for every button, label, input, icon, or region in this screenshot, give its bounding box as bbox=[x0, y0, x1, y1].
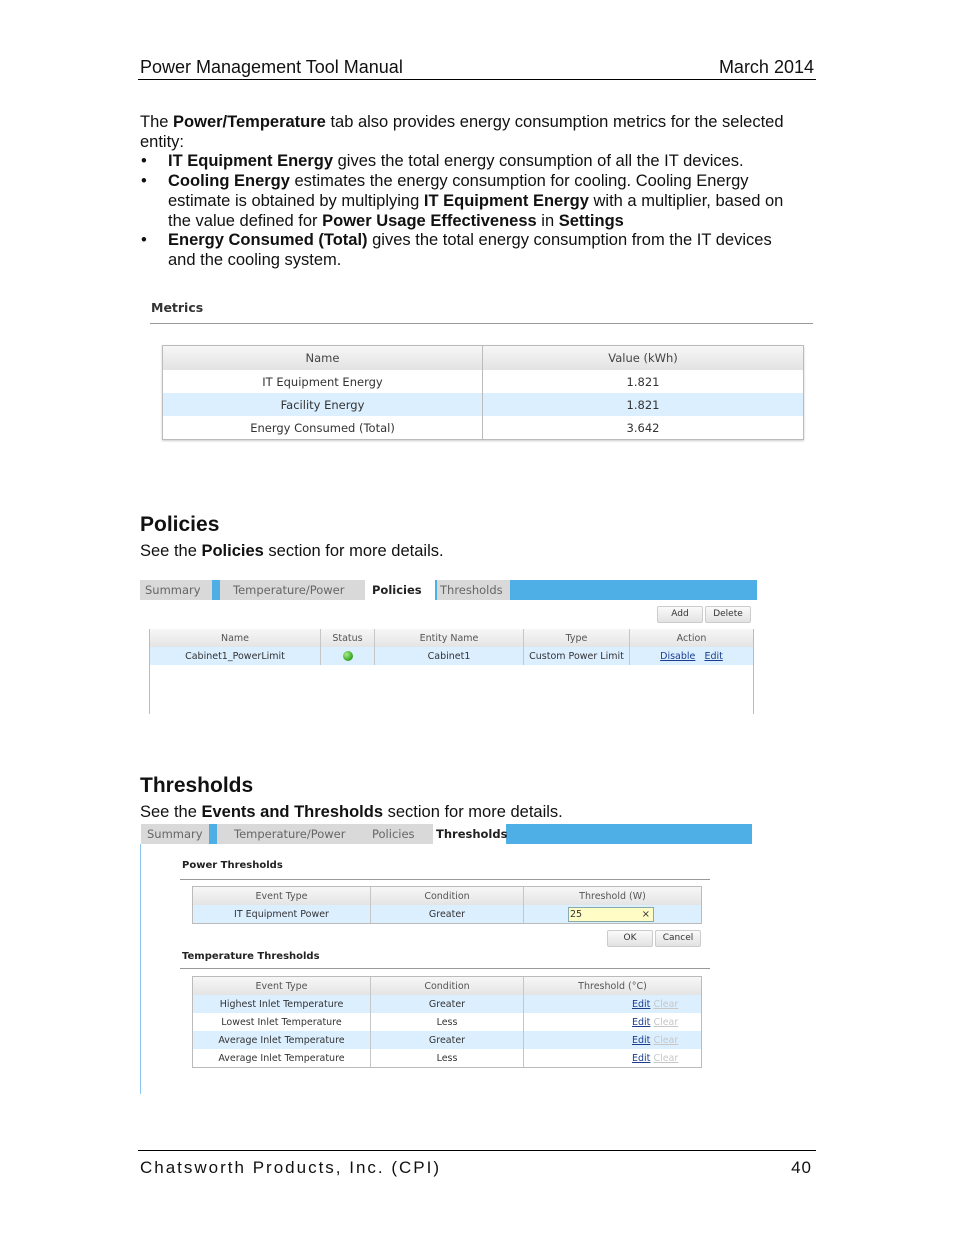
tab-thresholds[interactable]: Thresholds bbox=[437, 580, 510, 600]
clear-link[interactable]: Clear bbox=[653, 1016, 679, 1028]
metrics-table bbox=[163, 346, 803, 439]
clear-link[interactable]: Clear bbox=[653, 1034, 679, 1046]
status-ok-icon bbox=[343, 651, 353, 661]
bullet-it-equipment-energy: IT Equipment Energy gives the total energy consumption of all the IT devices. bbox=[168, 152, 744, 170]
metric-value: 1.821 bbox=[626, 374, 660, 389]
disable-link[interactable]: Disable bbox=[660, 650, 696, 662]
metric-value: 1.821 bbox=[483, 393, 804, 416]
policies-header-entity: Entity Name bbox=[375, 629, 524, 647]
temp-action-cell bbox=[524, 1013, 702, 1031]
power-header-event: Event Type bbox=[193, 887, 371, 905]
metric-name: Energy Consumed (Total) bbox=[163, 416, 483, 439]
document-title: Power Management Tool Manual bbox=[140, 57, 403, 77]
intro-paragraph: The Power/Temperature tab also provides energy consumption metrics for the selected entity: bbox=[140, 113, 784, 151]
tab-temperature-power[interactable]: Temperature/Power bbox=[220, 580, 373, 600]
temp-event: Average Inlet Temperature bbox=[193, 1031, 371, 1049]
table-row[interactable] bbox=[150, 647, 753, 665]
policies-heading: Policies bbox=[140, 513, 220, 536]
temp-action-cell bbox=[524, 1049, 702, 1067]
delete-button[interactable]: Delete bbox=[705, 606, 751, 623]
table-row bbox=[163, 416, 803, 439]
clear-link[interactable]: Clear bbox=[653, 998, 679, 1010]
tab-summary[interactable]: Summary bbox=[141, 824, 209, 844]
temperature-thresholds-table-wrap bbox=[192, 976, 702, 1068]
policies-header-status: Status bbox=[321, 629, 375, 647]
add-button[interactable]: Add bbox=[657, 606, 703, 623]
clear-input-icon[interactable]: × bbox=[641, 908, 650, 920]
policy-type: Custom Power Limit bbox=[524, 647, 630, 665]
footer-rule bbox=[138, 1150, 816, 1151]
temp-header-condition: Condition bbox=[371, 977, 524, 995]
metric-value: 3.642 bbox=[626, 420, 660, 435]
power-event: IT Equipment Power bbox=[193, 905, 371, 923]
power-thresholds-title: Power Thresholds bbox=[182, 860, 283, 871]
ok-button[interactable]: OK bbox=[607, 930, 653, 947]
edit-link[interactable]: Edit bbox=[632, 1016, 651, 1028]
edit-link[interactable]: Edit bbox=[632, 998, 651, 1010]
edit-link[interactable]: Edit bbox=[704, 650, 723, 662]
policies-table bbox=[150, 629, 753, 665]
metrics-title: Metrics bbox=[151, 300, 204, 315]
edit-link[interactable]: Edit bbox=[632, 1052, 651, 1064]
table-row bbox=[193, 1031, 701, 1049]
metrics-header-value: Value (kWh) bbox=[483, 346, 804, 370]
temp-event: Highest Inlet Temperature bbox=[193, 995, 371, 1013]
metrics-divider bbox=[150, 323, 813, 324]
policies-tab-bar bbox=[140, 580, 757, 600]
bullet-marker: • bbox=[141, 231, 147, 249]
temp-action-cell bbox=[524, 1031, 702, 1049]
tab-summary[interactable]: Summary bbox=[140, 580, 212, 600]
page-number: 40 bbox=[791, 1158, 812, 1177]
table-row bbox=[193, 1049, 701, 1067]
cancel-button[interactable]: Cancel bbox=[655, 930, 701, 947]
temp-event: Lowest Inlet Temperature bbox=[193, 1013, 371, 1031]
table-row bbox=[193, 995, 701, 1013]
thresholds-text: See the Events and Thresholds section for more details. bbox=[140, 803, 563, 821]
policies-table-wrap bbox=[149, 629, 754, 714]
temp-header-event: Event Type bbox=[193, 977, 371, 995]
power-thresholds-divider bbox=[180, 879, 710, 880]
thresholds-heading: Thresholds bbox=[140, 774, 254, 797]
temperature-thresholds-divider bbox=[180, 968, 710, 969]
policies-header-name: Name bbox=[150, 629, 321, 647]
power-condition: Greater bbox=[371, 905, 524, 923]
table-row bbox=[163, 370, 803, 393]
metric-name: IT Equipment Energy bbox=[163, 370, 483, 393]
policies-header-type: Type bbox=[524, 629, 630, 647]
table-row bbox=[193, 905, 701, 923]
temp-condition: Greater bbox=[371, 995, 524, 1013]
temperature-thresholds-table bbox=[193, 977, 701, 1067]
threshold-input-cell bbox=[524, 905, 702, 923]
temp-event: Average Inlet Temperature bbox=[193, 1049, 371, 1067]
bullet-energy-consumed: Energy Consumed (Total) gives the total energy consumption from the IT devices and the cooling system. bbox=[168, 231, 772, 269]
policy-entity: Cabinet1 bbox=[375, 647, 524, 665]
tab-policies[interactable]: Policies bbox=[363, 824, 436, 844]
power-thresholds-table bbox=[193, 887, 701, 923]
footer-company: Chatsworth Products, Inc. (CPI) bbox=[140, 1158, 442, 1177]
threshold-input[interactable]: 25 × bbox=[568, 907, 654, 922]
table-row bbox=[163, 393, 803, 416]
power-header-threshold: Threshold (W) bbox=[524, 887, 702, 905]
temp-header-threshold: Threshold (°C) bbox=[524, 977, 702, 995]
policies-text: See the Policies section for more details. bbox=[140, 542, 444, 560]
action-cell bbox=[630, 647, 754, 665]
temp-condition: Less bbox=[371, 1013, 524, 1031]
policy-name: Cabinet1_PowerLimit bbox=[150, 647, 321, 665]
panel-left-border bbox=[140, 844, 141, 1094]
metrics-table-wrap bbox=[162, 345, 804, 440]
bullet-marker: • bbox=[141, 172, 147, 190]
temp-condition: Greater bbox=[371, 1031, 524, 1049]
tab-policies[interactable]: Policies bbox=[365, 580, 435, 600]
temp-condition: Less bbox=[371, 1049, 524, 1067]
bullet-marker: • bbox=[141, 152, 147, 170]
clear-link[interactable]: Clear bbox=[653, 1052, 679, 1064]
metric-name: Facility Energy bbox=[163, 393, 483, 416]
bullet-cooling-energy: Cooling Energy estimates the energy consumption for cooling. Cooling Energy estimate is obtained by multiplying IT Equipment Energy with a multiplier, based on the value defined for Power Usage Effectiveness in Settings bbox=[168, 172, 784, 230]
header-rule bbox=[138, 79, 816, 80]
thresholds-tab-bar bbox=[141, 824, 752, 844]
tab-temperature-power[interactable]: Temperature/Power bbox=[217, 824, 377, 844]
document-date: March 2014 bbox=[718, 57, 814, 77]
policies-header-action: Action bbox=[630, 629, 754, 647]
tab-thresholds[interactable]: Thresholds bbox=[433, 824, 506, 844]
edit-link[interactable]: Edit bbox=[632, 1034, 651, 1046]
temp-action-cell bbox=[524, 995, 702, 1013]
metrics-header-name: Name bbox=[163, 346, 483, 370]
status-cell bbox=[321, 647, 375, 665]
power-thresholds-table-wrap bbox=[192, 886, 702, 924]
table-row bbox=[193, 1013, 701, 1031]
power-header-condition: Condition bbox=[371, 887, 524, 905]
temperature-thresholds-title: Temperature Thresholds bbox=[182, 951, 320, 962]
